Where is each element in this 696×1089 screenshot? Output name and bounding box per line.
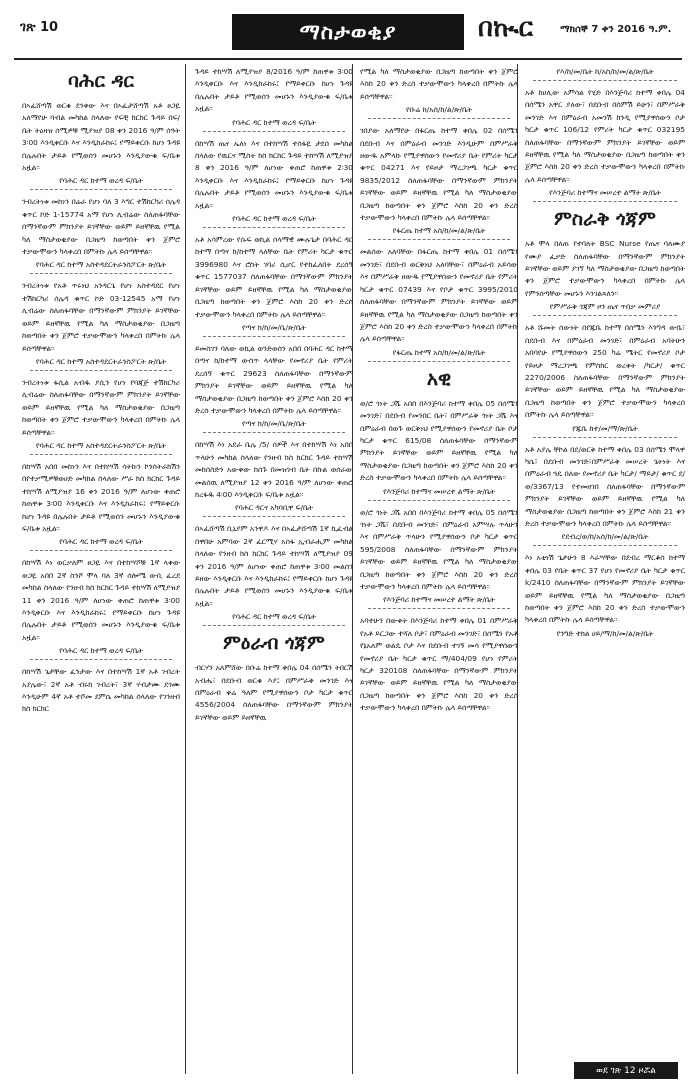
- column-4: [525, 66, 685, 642]
- notice-signature: የንግድ ተክል ሀይ/ማ/ከ/መ/ል/ጽ/ቤት: [556, 628, 654, 638]
- notice-signature: የቡሬ ከ/አስ/ከ/ል/ጽ/ቤት: [405, 105, 473, 115]
- notice-signature: የእ/ከ/መ/ቤት ከ/አስ/ከ/መ/ል/ጽ/ቤት: [556, 67, 654, 76]
- notice-signature: የደብረ/ወ/ከ/አስ/ከ/መ/ል/ጽ/ቤት: [561, 532, 649, 542]
- notice: [195, 234, 353, 333]
- notice-text: ገበያው አለማየሁ በፋርጤ ከተማ ቀበሌ 02 በሰሜን በደቡብ እና በምዕራብ መንገድ እንዲሁም በምሥራቅ ዘውዱ አምላኩ የሚያዋሰውን የመኖሪያ ቤት የምሪት ካርታ ቁጥር 04271 እና የይዞታ ማረጋገጫ ካርታ ቁጥር 9835/2012 ስለጠፋባቸው በማንኛውም ምክንያት ይገኛቸው ወይም ይዘኛቸዉ የሚል ካለ ማስታወቂያው በጋዜጣ ከወጣበት ቀን ጀምሮ እስከ 20 ቀን ድረስ ተቃውሞውን ካላቀረበ በምትኩ ሌላ ይሰጣቸዋል፡፡: [360, 126, 518, 223]
- notice-divider: [30, 659, 172, 660]
- notice-text: አባተሁን በውቀት በእንጅባሪ ከተማ ቀበሌ 01 በምሥራቅ የአቶ ይርጋው ተሻለ ቦታ፣ በምዕራብ መንገድ፣ በሰሜን የአቶ የኔአለም ወልዴ ቦታ እና በደቡብ ተገኝ መሳ የሚያዋሰውን የመኖሪያ ቤት ካርታ ቁጥር ማ/404/09 የሆነ የምሪት ካርታ 320108 ስለጠፋባቸው በማንኛውም ምክንያት ይገኛቸው ወይም ይዘኛቸዉ የሚል ካለ ማስታወቂያው በጋዜጣ ከወጣበት ቀን ጀምሮ እስከ 20 ቀን ድረስ ተቃውሞውን ካላቀረበ በምትኩ ሌላ ይሰጣቸዋል፡፡: [360, 616, 518, 713]
- page-number: ገጽ 10: [20, 20, 59, 35]
- notice-divider: [30, 550, 172, 551]
- notice: [360, 246, 518, 357]
- issue-date: ማክሰኞ 7 ቀን 2016 ዓ.ም.: [560, 24, 672, 35]
- notice-divider: [533, 545, 677, 546]
- notice: [195, 523, 353, 622]
- notice: [195, 66, 353, 128]
- notice-text: አቶ ሞላ በለጠ የተባለት BSC Nurse የጤና ባለሙያ የሙያ ፈቃድ ስለጠፋባቸው በማንኛውም ምክንያት ይገኛቸው ወይም ያገኘ ካለ ማስታወቂያው በጋዜጣ ከወጣበት ቀን ጀምሮ ተቃውሞውን ካላቀረበ በምትኩ ሌላ የምንሰጣቸው መሆኑን እንገልጻለን፡፡: [525, 239, 685, 298]
- notice-text: አቶ ሹመት ሰውነት በየጁቤ ከተማ በሰሜን እንግዳ ውቤ፣ በደቡብ እና በምዕራብ መንገድ፣ በምዕራብ አባትሁን አበባየሁ የሚያዋሰውን 250 ካሬ ሜትር የመኖሪያ ቦታ የይዞታ ማረጋገጫ የምስክር ወረቀት /ካርታ/ ቁጥር 2270/2006 ስለጠፋባቸው በማንኛውም ምክንያት ይገኛቸው ወይም ይዘኛቸዉ የሚል ካለ ማስታወቂያው በጋዜጣ ከወጣበት ቀን ጀምሮ ተቃውሞውን ካላቀረበ በምትኩ ሌላ ይሰጣቸዋል፡፡: [525, 323, 685, 420]
- notice: [525, 238, 685, 312]
- notice-text: ንብረትነቱ የአቶ ጥሩነህ አንዳርጌ የሆነ አስተዳደር የሆነ ተሽከርካሪ ሰሌዳ ቁጥር ኮድ 03-12545 አማ የሆነ ሊብሬው ስለጠፋባቸው በማንኛውም ምክንያት ይገኛቸው ወይም ይዘኛቸዉ የሚል ካለ ማስታወቂያው በጋዜጣ ከወጣበት ቀን ጀምሮ ተቃውሞውን ካላቀረበ በምትኩ ሌላ ይሰጣቸዋል፡፡: [22, 281, 180, 353]
- notice-divider: [203, 432, 345, 433]
- notice-divider: [533, 315, 677, 316]
- notice: [22, 196, 180, 270]
- notice-divider: [203, 227, 345, 228]
- notice-divider: [203, 516, 345, 517]
- notice-divider: [30, 370, 172, 371]
- region-heading: አዊ: [426, 367, 452, 390]
- notice: [360, 125, 518, 236]
- notice: [525, 87, 685, 198]
- notice-signature: የባሕር ዳር ከተማ ወረዳ ፍ/ቤት: [59, 176, 143, 186]
- notice-signature: የፋርጤ ከተማ አስ/ከ/መ/ል/ጽ/ቤት: [392, 347, 486, 357]
- notice-text: መልሰው አለባቸው በፋርጤ ከተማ ቀበሌ 01 በሰሜን መንገድ፣ በደቡብ ወርቅነህ አለባቸው፣ በምዕራብ አይሳው እና በምሥራቅ ዘውዱ የሚያዋሰውን የመኖሪያ ቤት የምሪት ካርታ ቁጥር 07439 እና የቦታ ቁጥር 3995/2010 ስለጠፋባቸው በማንኛውም ምክንያት ይገኛቸው ወይም ይዘኛቸዉ የሚል ካለ ማስታወቂያው በጋዜጣ ከወጣበት ቀን ጀምሮ እስከ 20 ቀን ድረስ ተቃውሞውን ካላቀረበ በምትኩ ሌላ ይሰጣቸዋል፡፡: [360, 247, 518, 344]
- notice-signature: የባሕር ዳር ከተማ ወረዳ ፍ/ቤት: [232, 117, 316, 127]
- notice-divider: [30, 273, 172, 274]
- notice-text: ንብረትነቱ መከነን በሬራ የሆነ ባለ 3 እግር ተሽከርካሪ ሰሌዳ ቁጥር ኮድ 1-15774 አማ የሆነ ሊብሬው ስለጠፋባቸው በማንኛውም ምክንያት ይገኛቸው ወይም ይዘኛቸዉ የሚል ካለ ማስታወቂያው በጋዜጣ ከወጣበት ቀን ጀምሮ ተቃውሞውን ካላቀረበ በምትኩ ሌላ ይሰጣቸዋል፡፡: [22, 197, 180, 257]
- region-heading: ምዕራብ ጎጃም: [223, 632, 325, 655]
- notice-signature: የባሕር ዳር ከተማ አስተዳደርትራንስፖርት ጽ/ቤት: [35, 356, 167, 366]
- notice-signature: የባሕር ዳር ከተማ ወረዳ ፍ/ቤት: [59, 537, 143, 547]
- notice-text: ይመስገን ባለው ወኪል ወንድወሰን አበበ በባሕር ዳር ከተማ በጣና ክ/ከተማ ውስጥ ላላቸው የመኖሪያ ቤት የምሪት ደረሰኝ ቁጥር 29623 ስለጠፋባቸው በማንኛውም ምክንያት ይገኛቸው ወይም ይዘኛቸዉ የሚል ካለ ማስታወቂያው በጋዜጣ ከወጣበት ቀን ጀምሮ እስከ 20 ቀን ድረስ ተቃውሞውን ካላቀረበ በምትኩ ሌላ ይሰጣቸዋል፡፡: [195, 343, 353, 415]
- notice-signature: የባሕር ዳር ከተማ ወረዳ ፍ/ቤት: [59, 646, 143, 656]
- notice-divider: [368, 361, 510, 362]
- notice: [360, 66, 518, 115]
- notice-text: እነ አቲነሽ ጌታሁን 8 እራሣቸው በደብረ ማርቆስ ከተማ ቀበሌ 03 የቤት ቁጥር 37 የሆነ የመኖሪያ ቤት ካርታ ቁጥር k/2410 ስለጠፋባቸው በማንኛውም ምክንያት ይገኛቸው ወይም ይዘኛቸዉ የሚል ካለ ማስታወቂያው በጋዜጣ ከወጣበት ቀን ጀምሮ እስከ 20 ቀን ድረስ ተቃውሞውን ካላቀረበ በምትኩ ሌላ ይሰጣቸዋል፡፡: [525, 553, 685, 625]
- region-heading: ባሕር ዳር: [68, 70, 134, 92]
- notice-text: አቶ ከሀሊው አምሳል የሂድ በእንጅባሪ ከተማ ቀበሌ 04 በሰሜን አዋር ያለው፣ በደቡብ በስምሽ ይሁን፣ በምሥራቅ መንገድ እና በምዕራብ አመንሽ ከንዲ የሚያዋሰውን ቦታ ካርታ ቁጥር 106/12 የምሪት ካርታ ቁጥር 032195 ስለጠፋባቸው በማንኛውም ምክንያት ይገኛቸው ወይም ይዘኛቸዉ የሚል ካለ ማስታወቂያው በጋዜጣ ከወጣበት ቀን ጀምሮ እስከ 20 ቀን ድረስ ተቃውሞውን ካላቀረበ በምትኩ ሌላ ይሰጣቸዋል፡፡: [525, 88, 685, 184]
- notice-divider: [368, 118, 510, 119]
- notice-signature: የባሕር ዳር ከተማ ወረዳ ፍ/ቤት: [232, 612, 316, 622]
- column-3: [360, 66, 518, 717]
- notice-text: በኣፈሸጣሽ ቢኒያም አንዋዶ እና በኣፈታሸጣሽ 1ኛ ኪፈብል በዋበሁ አምባው 2ኛ ፈርሚሃ አሰፋ ኢብራሒም መካከል ስላለው የንዘብ ክስ ክርክር ጉዳይ ተከሣሽ ለሚያዝያ 09 ቀን 2016 ዓ/ም ለሆነው ቀጠሮ ከጠዋቱ 3፡00 መልሰን ይዘው እንዲቀርቡ እና እንዲከራከሩ፤ የማይቀርቡ ከሆነ ጉዳዩ በሌሉበት ታይቶ የሚወሰን መሆኑን እንዲያውቁ ፍ/ቤቱ አዟል፡፡: [195, 524, 353, 608]
- notice-signature: የጣና ክ/ከ/መ/ቤ/ጽ/ቤት: [241, 419, 307, 429]
- notice-divider: [203, 131, 345, 132]
- notice-text: አቶ አሳምረው የሱፍ ወኪል ሰላማዊ ሙሉጌታ በባሕር ዳር ከተማ በጣና ክ/ከተማ ላለቸው ቤት የምሪት ካርታ ቁጥር 3996980 እና ሮስት ገባሪ ሲሆር የተከፈለበት ደረሰኝ ቁጥር 1577037 ስለጠፋባቸው በማንኛውም ምክንያት ይገኛቸው ወይም ይዘኛቸዉ የሚል ካለ ማስታወቂያው በጋዜጣ ከወጣበት ቀን ጀምሮ እስከ 20 ቀን ድረስ ተቃውሞውን ካላቀረበ በምትኩ ሌላ ይሰጣቸዋል፡፡: [195, 235, 353, 319]
- notice-signature: የጣና ክ/ከ/መ/ቤ/ጽ/ቤት: [241, 322, 307, 332]
- masthead: [0, 0, 696, 60]
- notice-signature: የምሥራቅ ጎጃም ዞን ጤና ጥበቃ መምሪያ: [549, 302, 661, 312]
- newspaper-brand: በኲር: [478, 13, 533, 43]
- notice-divider: [203, 625, 345, 626]
- notice: [195, 138, 353, 224]
- notice-signature: የባሕር ዳርና አካባቢዋ ፍ/ቤት: [234, 503, 314, 513]
- section-title: ማስታወቂያ: [232, 14, 464, 50]
- notice: [195, 343, 353, 429]
- notice-divider: [368, 239, 510, 240]
- notice: [360, 507, 518, 606]
- notice-text: በከሣሽ ጤና ኤለነ እና በተከሣሽ ተስፋዬ ታደሰ መካከል ስላለው የዉርና ሚስት ክስ ክርክር ጉዳይ ተከሣሽ ለሚያዝያ 8 ቀን 2016 ዓ/ም ለሆነው ቀጠሮ ከጠዋቱ 2፡30 እንዲቀርቡ እና እንዲከራከሩ፤ የማይቀርቡ ከሆነ ጉዳዩ በሌሉበት ታይቶ የሚወሰን መሆኑን እንዲያውቁ ፍ/ቤቱ አዟል፡፡: [195, 138, 353, 210]
- notice: [525, 552, 685, 638]
- notice: [22, 666, 180, 716]
- notice-signature: የእንጅባሪ ከተማና መሠረተ ልማት ጽ/ቤት: [383, 486, 495, 496]
- notice-text: አቶ አያሌ ቸኮል በደ/ወርቅ ከተማ ቀበሌ 03 በሰሜን ሞላዋ ካሴ፣ በደቡብ መንገድ፣በምሥራቅ መሠረት ጌትነት እና በምዕራብ ጓዴ በለው የመኖሪያ ቤት ካርታ/ ማይታ/ ቁጥር ደ/ወ/3367/13 የተመዘገበ ስለጠፋባቸው በማንኛውም ምክንያት ይገኛቸው ወይም ይዘኛቸዉ የሚል ካለ ማስታወቂያው በጋዜጣ ከወጣበት ቀን ጀምሮ እስከ 21 ቀን ድረስ ተቃውሞውን ካላቀረበ በምትኩ ሌላ ይሰጣቸዋል፡፡: [525, 444, 685, 528]
- notice-signature: የባሕር ዳር ከተማ አስተዳደርትራንስፖርት ጽ/ቤት: [35, 260, 167, 270]
- notice-text: ወ/ሮ ጎነት ጋሼ አበበ በእንጅባሪ ከተማ ቀበሌ 05 በሰሜን ጎነት ጋሼ፣ በደቡብ መንገድ፣ በምዕራብ አምሣሉ ጥላሁን እና በምሥራቅ ጥላሁን የሚያዋሰውን ቦታ ካርታ ቁጥር 595/2008 ስለጠፋባቸው በማንኛውም ምክንያት ይገኛቸው ወይም ይዘኛቸዉ የሚል ካለ ማስታወቂያው በጋዜጣ ከወጣበት ቀን ጀምሮ እስከ 20 ቀን ድረስ ተቃውሞውን ካላቀረበ በምትኩ ሌላ ይሰጣቸዋል፡፡: [360, 507, 518, 591]
- notice-signature: የጁቤ ከተ/መ/ማ/ጽ/ቤት: [572, 423, 638, 433]
- notice-signature: የእንጅባሪ ከተማና መሠረተ ልማት ጽ/ቤት: [383, 595, 495, 605]
- notice-text: የሚል ካለ ማስታወቂያው በጋዜጣ ከወጣበት ቀን ጀምሮ እስከ 20 ቀን ድረስ ተቃውሞውን ካላቀረበ በምትኩ ሌላ ይሰጣቸዋል፡፡: [360, 67, 518, 101]
- notice-text: በከሣሽ እነ ወርቃለም ፀጋዬ እና በተከሣሾቹ 1ኛ ላቀው ወጋዬ አበበ 2ኛ ስንሾ ሞላ ባለ 3ኛ ሰሎሜ ውቢ ፈረደ መካከል ስላለው የንዘብ ክስ ክርክር ጉዳይ ተከሣሽ ለሚያዝያ 11 ቀን 2016 ዓ/ም ለሆነው ቀጠሮ ከጠዋቱ 3፡00 እንዲቀርቡ እና እንዲከራከሩ፤ የማይቀርቡ ከሆነ ጉዳዩ በሌሉበት ታይቶ የሚወሰን መሆኑን እንዲያውቁ ፍ/ቤቱ አዟል፡፡: [22, 558, 180, 642]
- notice: [22, 377, 180, 451]
- column-divider: [185, 64, 186, 1074]
- continued-label: ወደ ገጽ 12 ዞሯል: [574, 1062, 678, 1079]
- notice: [22, 557, 180, 656]
- notice: [22, 280, 180, 366]
- notice-signature: የባሕር ዳር ከተማ አስተዳደርትራንስፖርት ጽ/ቤት: [35, 440, 167, 450]
- notice-divider: [368, 500, 510, 501]
- notice-divider: [30, 189, 172, 190]
- notice-divider: [368, 608, 510, 609]
- notice-text: ወ/ሮ ጎነት ጋሼ አበበ በእንጅባሪ ከተማ ቀበሌ 05 በሰሜን መንገድ፣ በደቡብ የመንበር ቤት፣ በምሥራቅ ጎነት ጋሼ እና በምዕራብ በወጉ ወርቅነህ የሚያዋሰውን የመኖሪያ ቤት ቦታ ካርታ ቁጥር 615/08 ስለጠፋባቸው በማንኛውም ምክንያት ይገኛቸው ወይም ይዘኛቸዉ የሚል ካለ ማስታወቂያው በጋዜጣ ከወጣበት ቀን ጀምሮ እስከ 20 ቀን ድረስ ተቃውሞውን ካላቀረበ በምትኩ ሌላ ይሰጣቸዋል፡፡: [360, 398, 518, 483]
- masthead-rule: [14, 58, 682, 60]
- notice-divider: [30, 454, 172, 455]
- notice: [360, 398, 518, 497]
- notice: [22, 461, 180, 547]
- notice-text: ብርሃን አለምሸው በቡሬ ከተማ ቀበሌ 04 በሰሜን ትበርሽ አብሔ፣ በደቡብ ወርቁ እያ፤ በምሥራቅ መንገድ እና በምዕራብ ቀሬ ዓለም የሚያዋሰውን ቦታ ካርታ ቁጥር 4556/2004 ስለጠፋባቸው በማንኛውም ምክንያት ይገኛቸው ወይም ይዘኛቸዉ: [195, 663, 353, 722]
- notice-signature: የባሕር ዳር ከተማ ወረዳ ፍ/ቤት: [232, 214, 316, 224]
- notice-text: በከሣሽ አበበ መከነን እና በተከሣሽ ሳትኩን ኮንስትራክሽን በየተቃሚዎቹወሀድ መካከል ስላለው ሥራ ክስ ክርክር ጉዳይ ተከሣሽ ለሚያዝያ 16 ቀን 2016 ዓ/ም ለሆነው ቀጠሮ ከጠዋቱ 3፡00 እንዲቀርቡ እና እንዲከራከሩ፤ የማይቀርቡ ከሆነ ጉዳዩ በሌሉበት ታይቶ የሚወሰን መሆኑን እንዲያውቁ ፍ/ቤቱ አዟል፡፡: [22, 461, 180, 533]
- notice-text: በከሣሽ ጌታቸው ፈንታው እና በተከሣሽ 1ኛ አቶ ገብረት አያሌው፣ 2ኛ አቶ ብሩክ ገብረት፣ 3ኛ ሃብታሙ ደጎሙ እንዲሁም 4ኛ አቶ ተሾመ ደምሴ መካከል ስላለው የገንዘብ ክስ ክርክር: [22, 667, 180, 714]
- notice-text: ጉዳይ ተከሣሽ ለሚያዝያ 8/2016 ዓ/ም ከጠዋቱ 3፡00 እንዲቀርቡ እና እንዲከራከሩ፤ የማይቀርቡ ከሆነ ጉዳዩ በሌሉበት ታይቶ የሚወሰን መሆኑን እንዲያውቁ ፍ/ቤቱ አዟል፡፡: [195, 67, 353, 114]
- notice: [360, 615, 518, 714]
- notice-divider: [533, 437, 677, 438]
- notice-text: ንብረትነቱ ፋሲል አብዱ ያሲን የሆነ የባጃጅ ተሽከርካሪ ሊብሬው ስለጠፋባቸው በማንኛውም ምክንያት ይገኛቸው ወይም ይዘኛቸዉ የሚል ካለ ማስታወቂያው በጋዜጣ ከወጣበት ቀን ጀምሮ ተቃውሞውን ካላቀረበ በምትኩ ሌላ ይሰጣቸዋል፡፡: [22, 377, 180, 437]
- notice-divider: [533, 201, 677, 202]
- region-heading: ምስራቅ ጎጃም: [554, 208, 656, 231]
- notice-divider: [203, 336, 345, 337]
- notice-divider: [533, 80, 677, 81]
- notice: [195, 439, 353, 513]
- notice-text: በከሣሽ እነ አደራ ቤሌ /5/ ሰዎች እና በተከሣሽ እነ አበበ ጥላሁን መካከል ስላለው የንዘብ ክስ ክርክር ጉዳይ ተከሣሽ መከሰስድን አውቀው ከሰጉ በመዝገብ ቤት በኩል ወሰራው መልሰዉ ለሚያዝያ 12 ቀን 2016 ዓ/ም ለሆነው ቀጠሮ ከረፋዱ 4፡00 እንዲቀርቡ ፍ/ቤቱ አዟል፡፡: [195, 440, 353, 499]
- notice: [22, 100, 180, 186]
- column-2: [195, 66, 353, 726]
- notice-signature: የእንጅባሪ ከተማና መሠረተ ልማት ጽ/ቤት: [549, 188, 661, 198]
- notice-text: በኣፈሸጣሽ ወርቁ ደንቀው እና በኣፈታሸጣሽ አቶ ፀጋዬ አለማየሁ ባብል መካከል ስላለው የፍቺ ክርክር ጉዳይ በፍ/ቤት ትዕዛዝ ሰሚዎቹ ሚያዝያ 08 ቀን 2016 ዓ/ም ሰዓት 3፡00 እንዲቀርቡ እና እንዲከራከሩ፤ የማይቀርቡ ከሆነ ጉዳዩ በሌሉበት ታይቶ የሚወሰን መሆኑን እንዲያውቁ ፍ/ቤቱ አዟል፡፡: [22, 101, 180, 173]
- column-1: [22, 66, 180, 718]
- notice-signature: የፋርጤ ከተማ አስ/ከ/መ/ል/ጽ/ቤት: [392, 226, 486, 236]
- notice: [525, 322, 685, 433]
- notice: [525, 444, 685, 543]
